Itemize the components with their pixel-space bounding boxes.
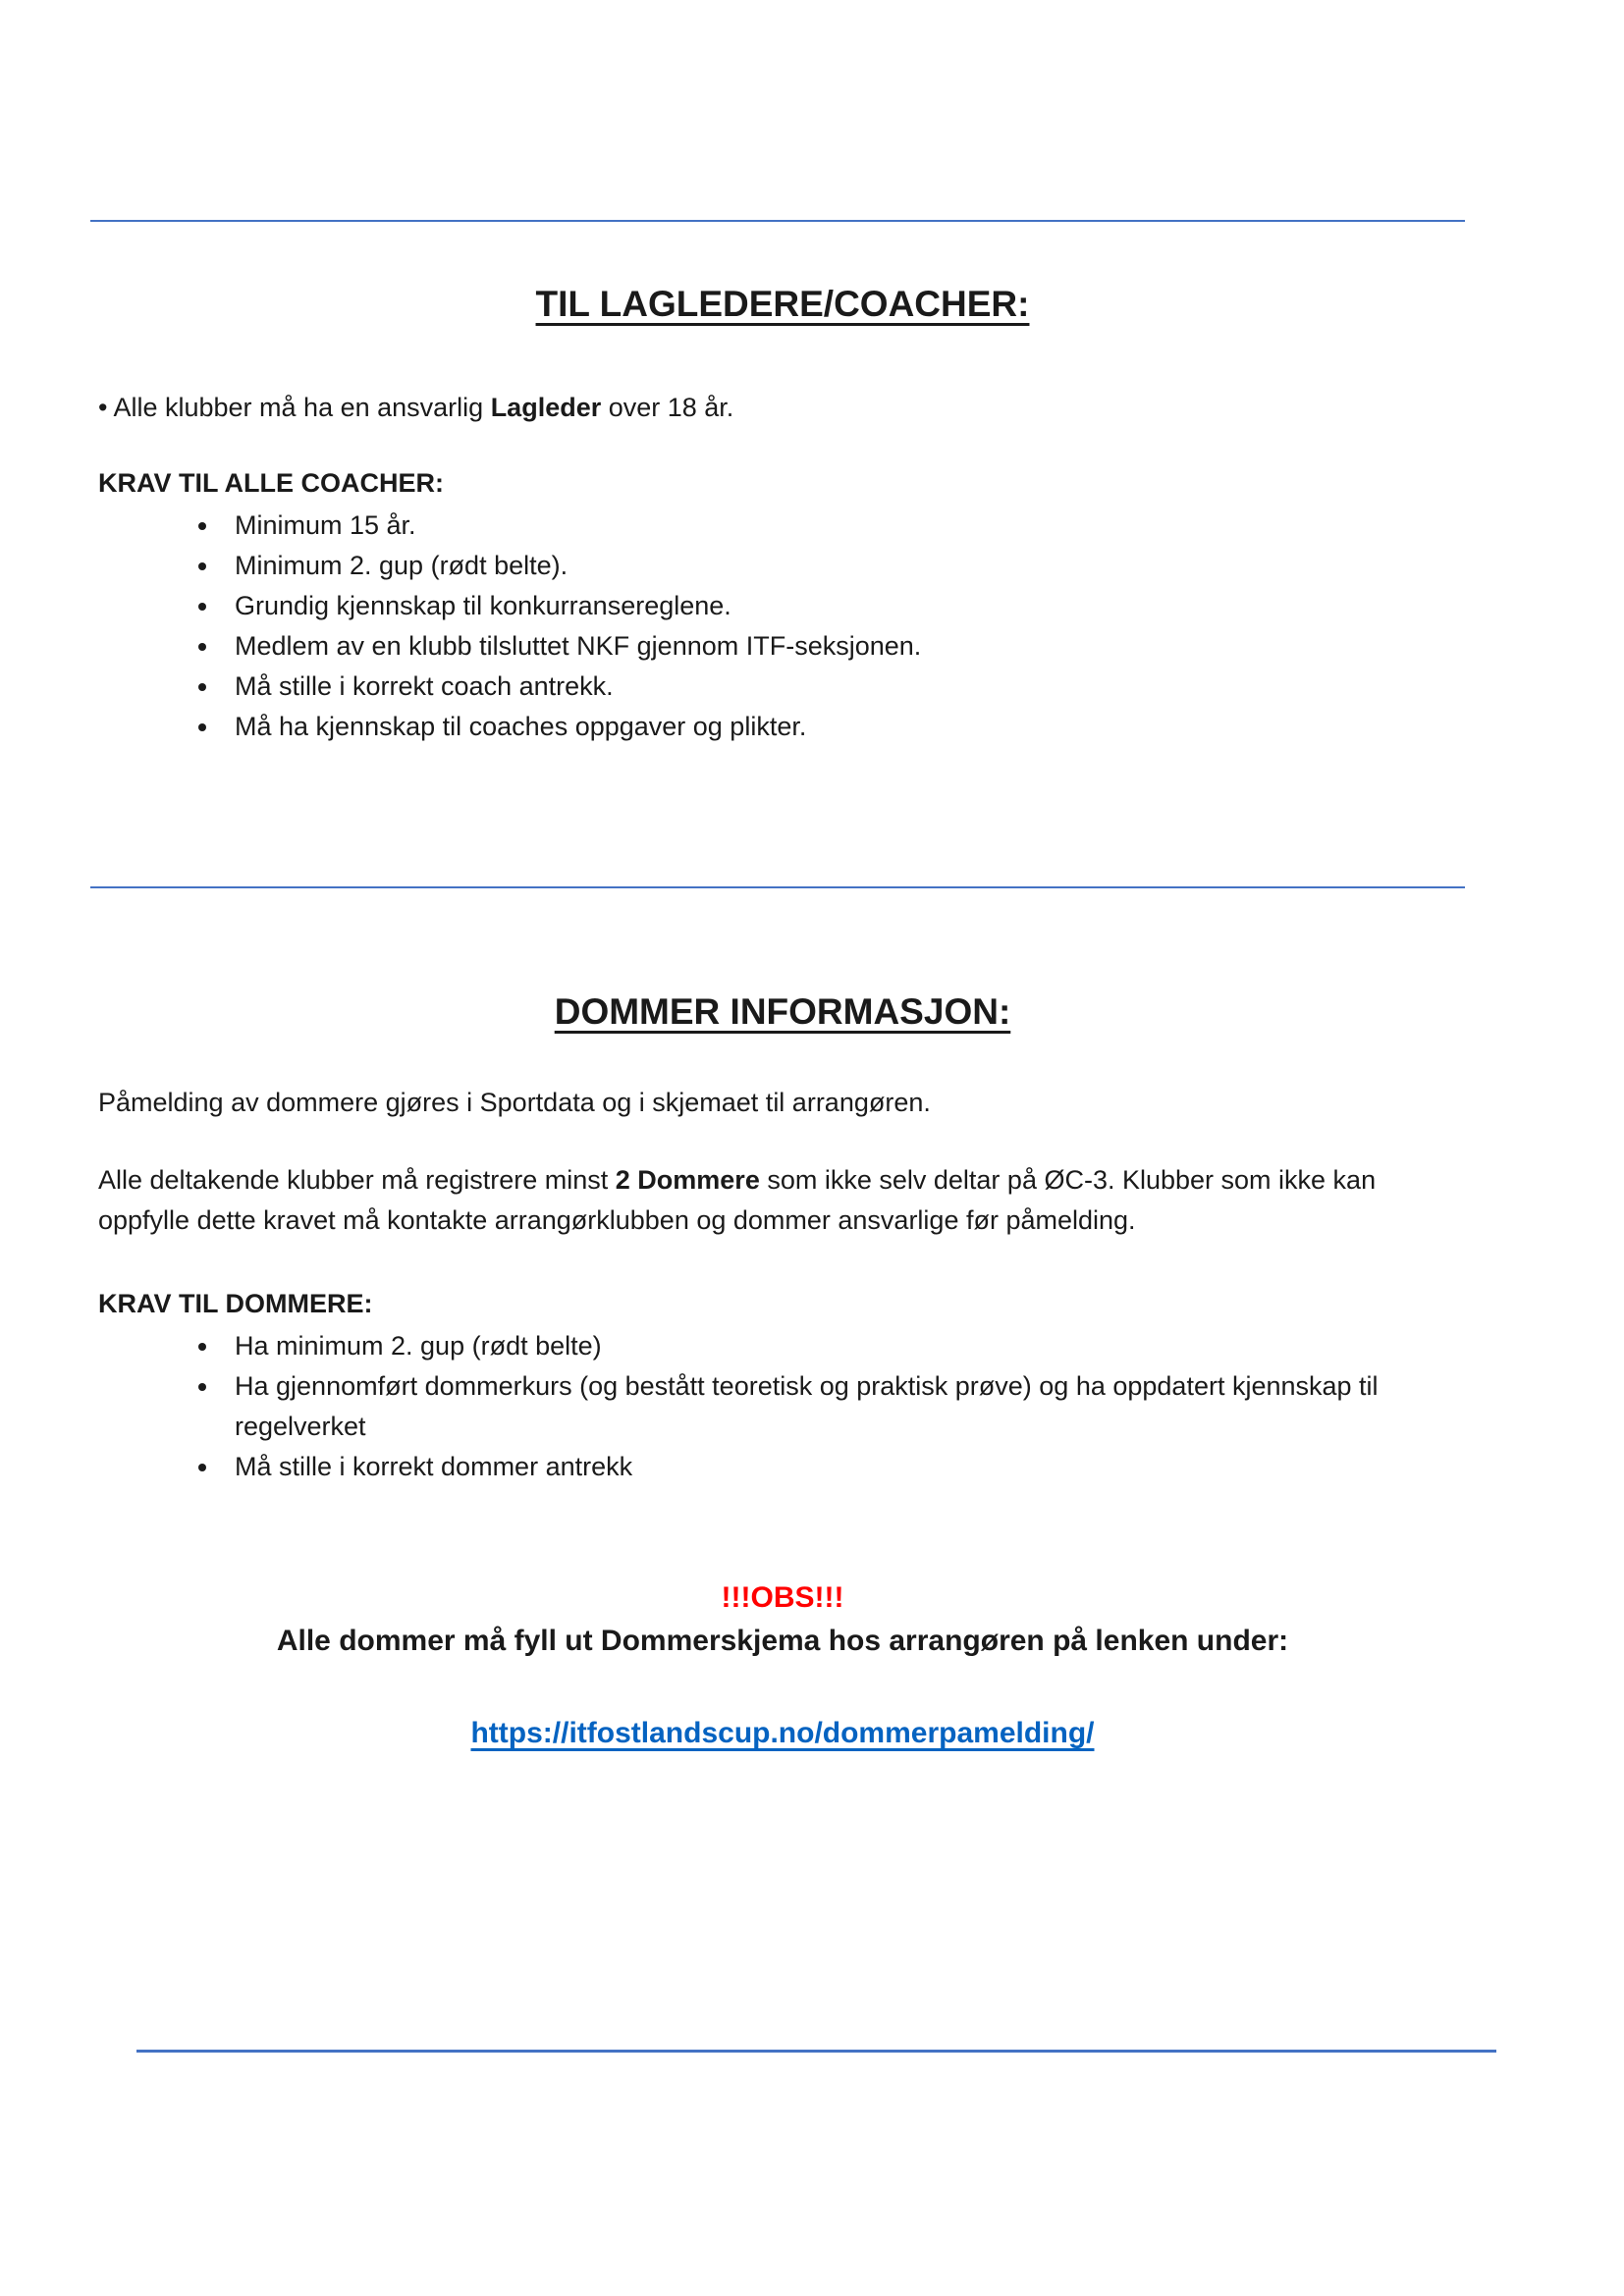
top-divider-rule bbox=[90, 220, 1465, 222]
club-requirement-bold-term: 2 Dommere bbox=[615, 1165, 760, 1195]
coach-requirement-item: • Minimum 15 år. bbox=[221, 506, 1467, 546]
coach-requirement-item: • Må stille i korrekt coach antrekk. bbox=[221, 667, 1467, 707]
coach-intro-post: over 18 år. bbox=[601, 393, 734, 422]
coach-requirement-item: • Medlem av en klubb tilsluttet NKF gjennom ITF-seksjonen. bbox=[221, 626, 1467, 667]
coach-requirements-list bbox=[98, 506, 1467, 747]
judge-section-title: DOMMER INFORMASJON: bbox=[554, 991, 1011, 1032]
judge-requirements-heading: KRAV TIL DOMMERE: bbox=[98, 1289, 373, 1318]
judge-registration-info: Påmelding av dommere gjøres i Sportdata og i skjemaet til arrangøren. bbox=[98, 1088, 931, 1117]
coach-requirement-item: • Grundig kjennskap til konkurransereglene. bbox=[221, 586, 1467, 626]
obs-alert-text: !!!OBS!!! bbox=[721, 1581, 844, 1614]
judge-requirements-list bbox=[98, 1326, 1467, 1487]
middle-divider-rule bbox=[90, 886, 1465, 888]
coach-requirement-item: • Må ha kjennskap til coaches oppgaver og plikter. bbox=[221, 707, 1467, 747]
club-requirement-post: som ikke selv deltar på ØC-3. Klubber som ikke kan oppfylle dette kravet må kontakte arrangørklubben og dommer ansvarlige før påmelding. bbox=[98, 1165, 1377, 1235]
bottom-divider-rule bbox=[136, 2050, 1496, 2053]
judge-requirement-item: • Ha gjennomført dommerkurs (og bestått teoretisk og praktisk prøve) og ha oppdatert kjennskap til regelverket bbox=[221, 1366, 1467, 1447]
intro-bullet-glyph: • bbox=[98, 393, 108, 422]
judge-registration-link[interactable]: https://itfostlandscup.no/dommerpamelding/ bbox=[470, 1717, 1095, 1749]
coach-intro-line bbox=[98, 388, 1467, 428]
coach-requirements-heading: KRAV TIL ALLE COACHER: bbox=[98, 468, 444, 498]
judge-requirement-item: • Ha minimum 2. gup (rødt belte) bbox=[221, 1326, 1467, 1366]
coach-requirement-item: • Minimum 2. gup (rødt belte). bbox=[221, 546, 1467, 586]
coach-intro-bold-term: Lagleder bbox=[490, 393, 602, 422]
obs-instruction-text: Alle dommer må fyll ut Dommerskjema hos arrangøren på lenken under: bbox=[276, 1625, 1289, 1657]
document-content bbox=[0, 220, 1624, 2053]
judge-registration-link-line bbox=[98, 1712, 1467, 1755]
judge-club-requirement bbox=[98, 1160, 1467, 1241]
coach-section-title: TIL LAGLEDERE/COACHER: bbox=[535, 284, 1030, 324]
club-requirement-pre: Alle deltakende klubber må registrere minst bbox=[98, 1165, 616, 1195]
coach-intro-pre: Alle klubber må ha en ansvarlig bbox=[113, 393, 491, 422]
judge-requirement-item: • Må stille i korrekt dommer antrekk bbox=[221, 1447, 1467, 1487]
